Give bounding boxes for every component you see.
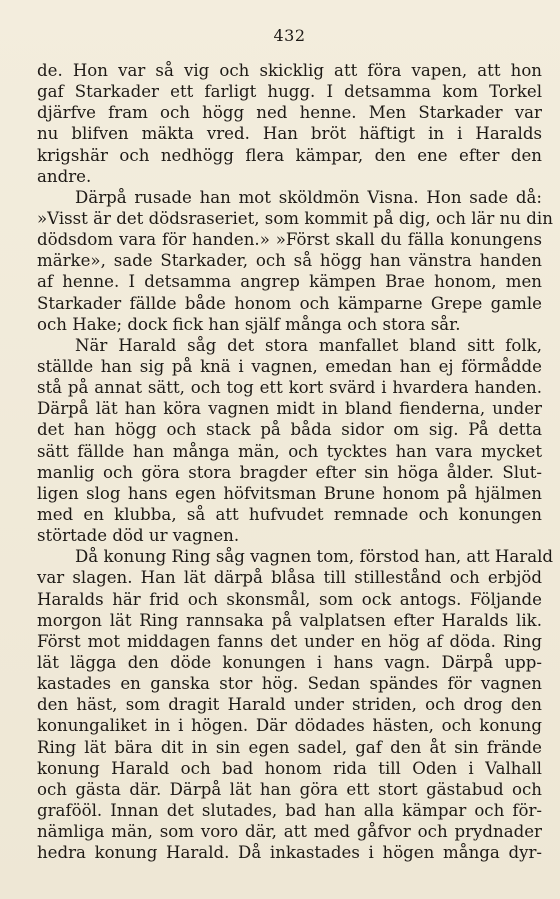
text-line: Starkader fällde både honom och kämparne Grepe gamle <box>37 293 542 313</box>
text-line: Därpå rusade han mot sköldmön Visna. Hon sade då: <box>75 187 542 207</box>
text-line: det han högg och stack på båda sidor om sig. På detta <box>37 420 542 440</box>
text-line: ligen slog hans egen höfvitsman Brune honom på hjälmen <box>37 483 542 503</box>
text-line: och Hake; dock fick han själf många och stora sår. <box>37 314 461 334</box>
text-line: konung Harald och bad honom rida till Oden i Valhall <box>37 758 542 778</box>
text-line: Först mot middagen fanns det under en hög af döda. Ring <box>37 631 542 651</box>
text-line: morgon lät Ring rannsaka på valplatsen efter Haralds lik. <box>37 610 542 630</box>
text-line: Ring lät bära dit in sin egen sadel, gaf den åt sin frände <box>37 737 542 757</box>
text-line: »Visst är det dödsraseriet, som kommit på dig, och lär nu din <box>37 208 553 228</box>
text-line: andre. <box>37 166 92 186</box>
text-line: Haralds här frid och skonsmål, som ock antogs. Följande <box>37 589 542 609</box>
text-line: När Harald såg det stora manfallet bland sitt folk, <box>75 335 542 355</box>
page-number: 432 <box>273 26 306 45</box>
text-line: ställde han sig på knä i vagnen, emedan han ej förmådde <box>37 356 542 376</box>
text-line: gaf Starkader ett farligt hugg. I detsamma kom Torkel <box>37 82 542 102</box>
text-line: stå på annat sätt, och tog ett kort svärd i hvardera handen. <box>37 378 542 398</box>
text-line: djärfve fram och högg ned henne. Men Starkader var <box>37 103 542 123</box>
text-line: märke», sade Starkader, och så högg han vänstra handen <box>37 251 542 271</box>
text-line: dödsdom vara för handen.» »Först skall du fälla konungens <box>37 230 542 250</box>
text-line: de. Hon var så vig och skicklig att föra vapen, att hon <box>37 61 542 80</box>
text-line: Då konung Ring såg vagnen tom, förstod han, att Harald <box>75 547 554 567</box>
text-line: nu blifven mäkta vred. Han bröt häftigt in i Haralds <box>37 124 542 144</box>
text-line: konungaliket in i högen. Där dödades hästen, och konung <box>37 716 542 736</box>
text-line: af henne. I detsamma angrep kämpen Brae honom, men <box>37 272 542 292</box>
text-line: Därpå lät han köra vagnen midt in bland fienderna, under <box>37 399 542 419</box>
text-line: med en klubba, så att hufvudet remnade och konungen <box>37 504 542 524</box>
text-line: krigshär och nedhögg flera kämpar, den ene efter den <box>37 145 542 165</box>
text-line: lät lägga den döde konungen i hans vagn. Därpå upp- <box>37 652 542 672</box>
text-line: och gästa där. Därpå lät han göra ett stort gästabud och <box>37 779 542 799</box>
text-line: kastades en ganska stor hög. Sedan spändes för vagnen <box>37 674 542 694</box>
text-line: grafööl. Innan det slutades, bad han alla kämpar och för- <box>37 800 542 820</box>
text-line: manlig och göra stora bragder efter sin höga ålder. Slut- <box>37 462 542 482</box>
text-line: den häst, som dragit Harald under striden, och drog den <box>37 695 542 715</box>
body-text <box>37 60 554 863</box>
text-line: hedra konung Harald. Då inkastades i högen många dyr- <box>37 843 542 863</box>
text-line: störtade död ur vagnen. <box>37 526 240 546</box>
text-line: sätt fällde han många män, och tycktes han vara mycket <box>37 441 542 461</box>
text-line: nämliga män, som voro där, att med gåfvor och prydnader <box>37 822 542 842</box>
text-line: var slagen. Han lät därpå blåsa till stillestånd och erbjöd <box>37 568 542 588</box>
